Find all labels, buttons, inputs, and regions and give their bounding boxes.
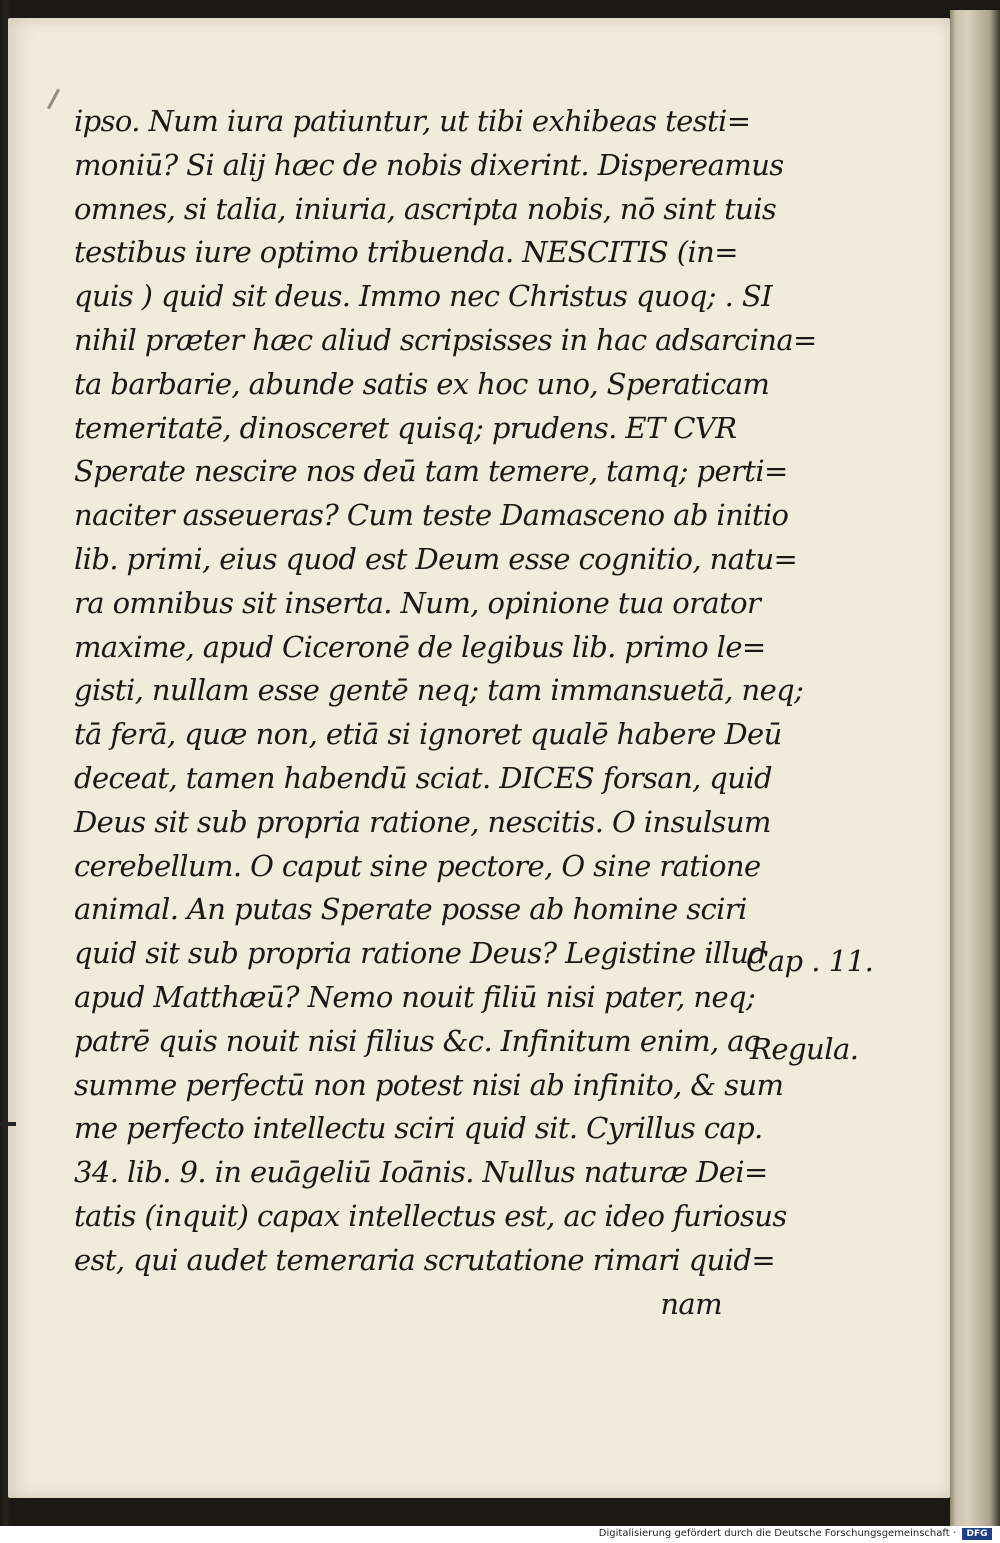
text-line: ipso. Num iura patiuntur, ut tibi exhibeas testi=	[74, 104, 751, 138]
text-line: ta barbarie, abunde satis ex hoc uno, Speraticam	[74, 366, 770, 401]
text-line: Deus sit sub propria ratione, nescitis. O insulsum	[74, 804, 771, 839]
text-line: quis ) quid sit deus. Immo nec Christus quoq; . SI	[74, 279, 772, 314]
text-line: deceat, tamen habendū sciat. DICES forsan, quid	[74, 760, 772, 795]
text-line: ra omnibus sit inserta. Num, opinione tua orator	[74, 585, 761, 620]
text-line: summe perfectū non potest nisi ab infinito, & sum	[74, 1067, 784, 1102]
text-line: omnes, si talia, iniuria, ascripta nobis, nō sint tuis	[74, 191, 777, 226]
page-edge-mark	[0, 1122, 16, 1126]
text-line: temeritatē, dinosceret quisq; prudens. ET CVR	[74, 410, 737, 445]
footer-credit: Digitalisierung gefördert durch die Deutsche Forschungsgemeinschaft ·	[598, 1528, 956, 1539]
margin-note-chapter: Cap . 11.	[746, 944, 874, 978]
text-line: tatis (inquit) capax intellectus est, ac ideo furiosus	[74, 1198, 787, 1233]
text-line: naciter asseueras? Cum teste Damasceno ab initio	[74, 498, 789, 533]
facing-page-edge	[950, 10, 1000, 1526]
text-line: testibus iure optimo tribuenda. NESCITIS (in=	[74, 235, 738, 270]
text-line: me perfecto intellectu sciri quid sit. Cyrillus cap.	[74, 1111, 763, 1146]
pen-stroke-mark	[47, 89, 60, 110]
text-line: nihil præter hæc aliud scripsisses in hac adsarcina=	[74, 322, 817, 357]
text-line: lib. primi, eius quod est Deum esse cognitio, natu=	[74, 541, 798, 576]
text-line: Sperate nescire nos deū tam temere, tamq; perti=	[74, 454, 788, 489]
text-line: est, qui audet temeraria scrutatione rimari quid=	[74, 1242, 776, 1277]
text-line: moniū? Si alij hæc de nobis dixerint. Dispereamus	[74, 147, 784, 182]
text-line: patrē quis nouit nisi filius &c. Infinitum enim, ac	[74, 1023, 760, 1058]
text-line: tā ferā, quæ non, etiā si ignoret qualē habere Deū	[74, 717, 782, 752]
text-line: maxime, apud Ciceronē de legibus lib. primo le=	[74, 629, 766, 664]
text-line: animal. An putas Sperate posse ab homine sciri	[74, 892, 747, 927]
text-line: quid sit sub propria ratione Deus? Legistine illud	[74, 936, 767, 971]
text-line: 34. lib. 9. in euāgeliū Ioānis. Nullus naturæ Dei=	[74, 1155, 768, 1190]
text-line: gisti, nullam esse gentē neq; tam immansuetā, neq;	[74, 673, 804, 708]
catchword: nam	[660, 1286, 722, 1321]
text-line: apud Matthæū? Nemo nouit filiū nisi pater, neq;	[74, 979, 756, 1014]
margin-note-rule: Regula.	[750, 1032, 859, 1066]
dfg-logo: DFG	[962, 1528, 992, 1540]
text-line: cerebellum. O caput sine pectore, O sine ratione	[74, 848, 761, 883]
footer-bar	[0, 1526, 1000, 1543]
